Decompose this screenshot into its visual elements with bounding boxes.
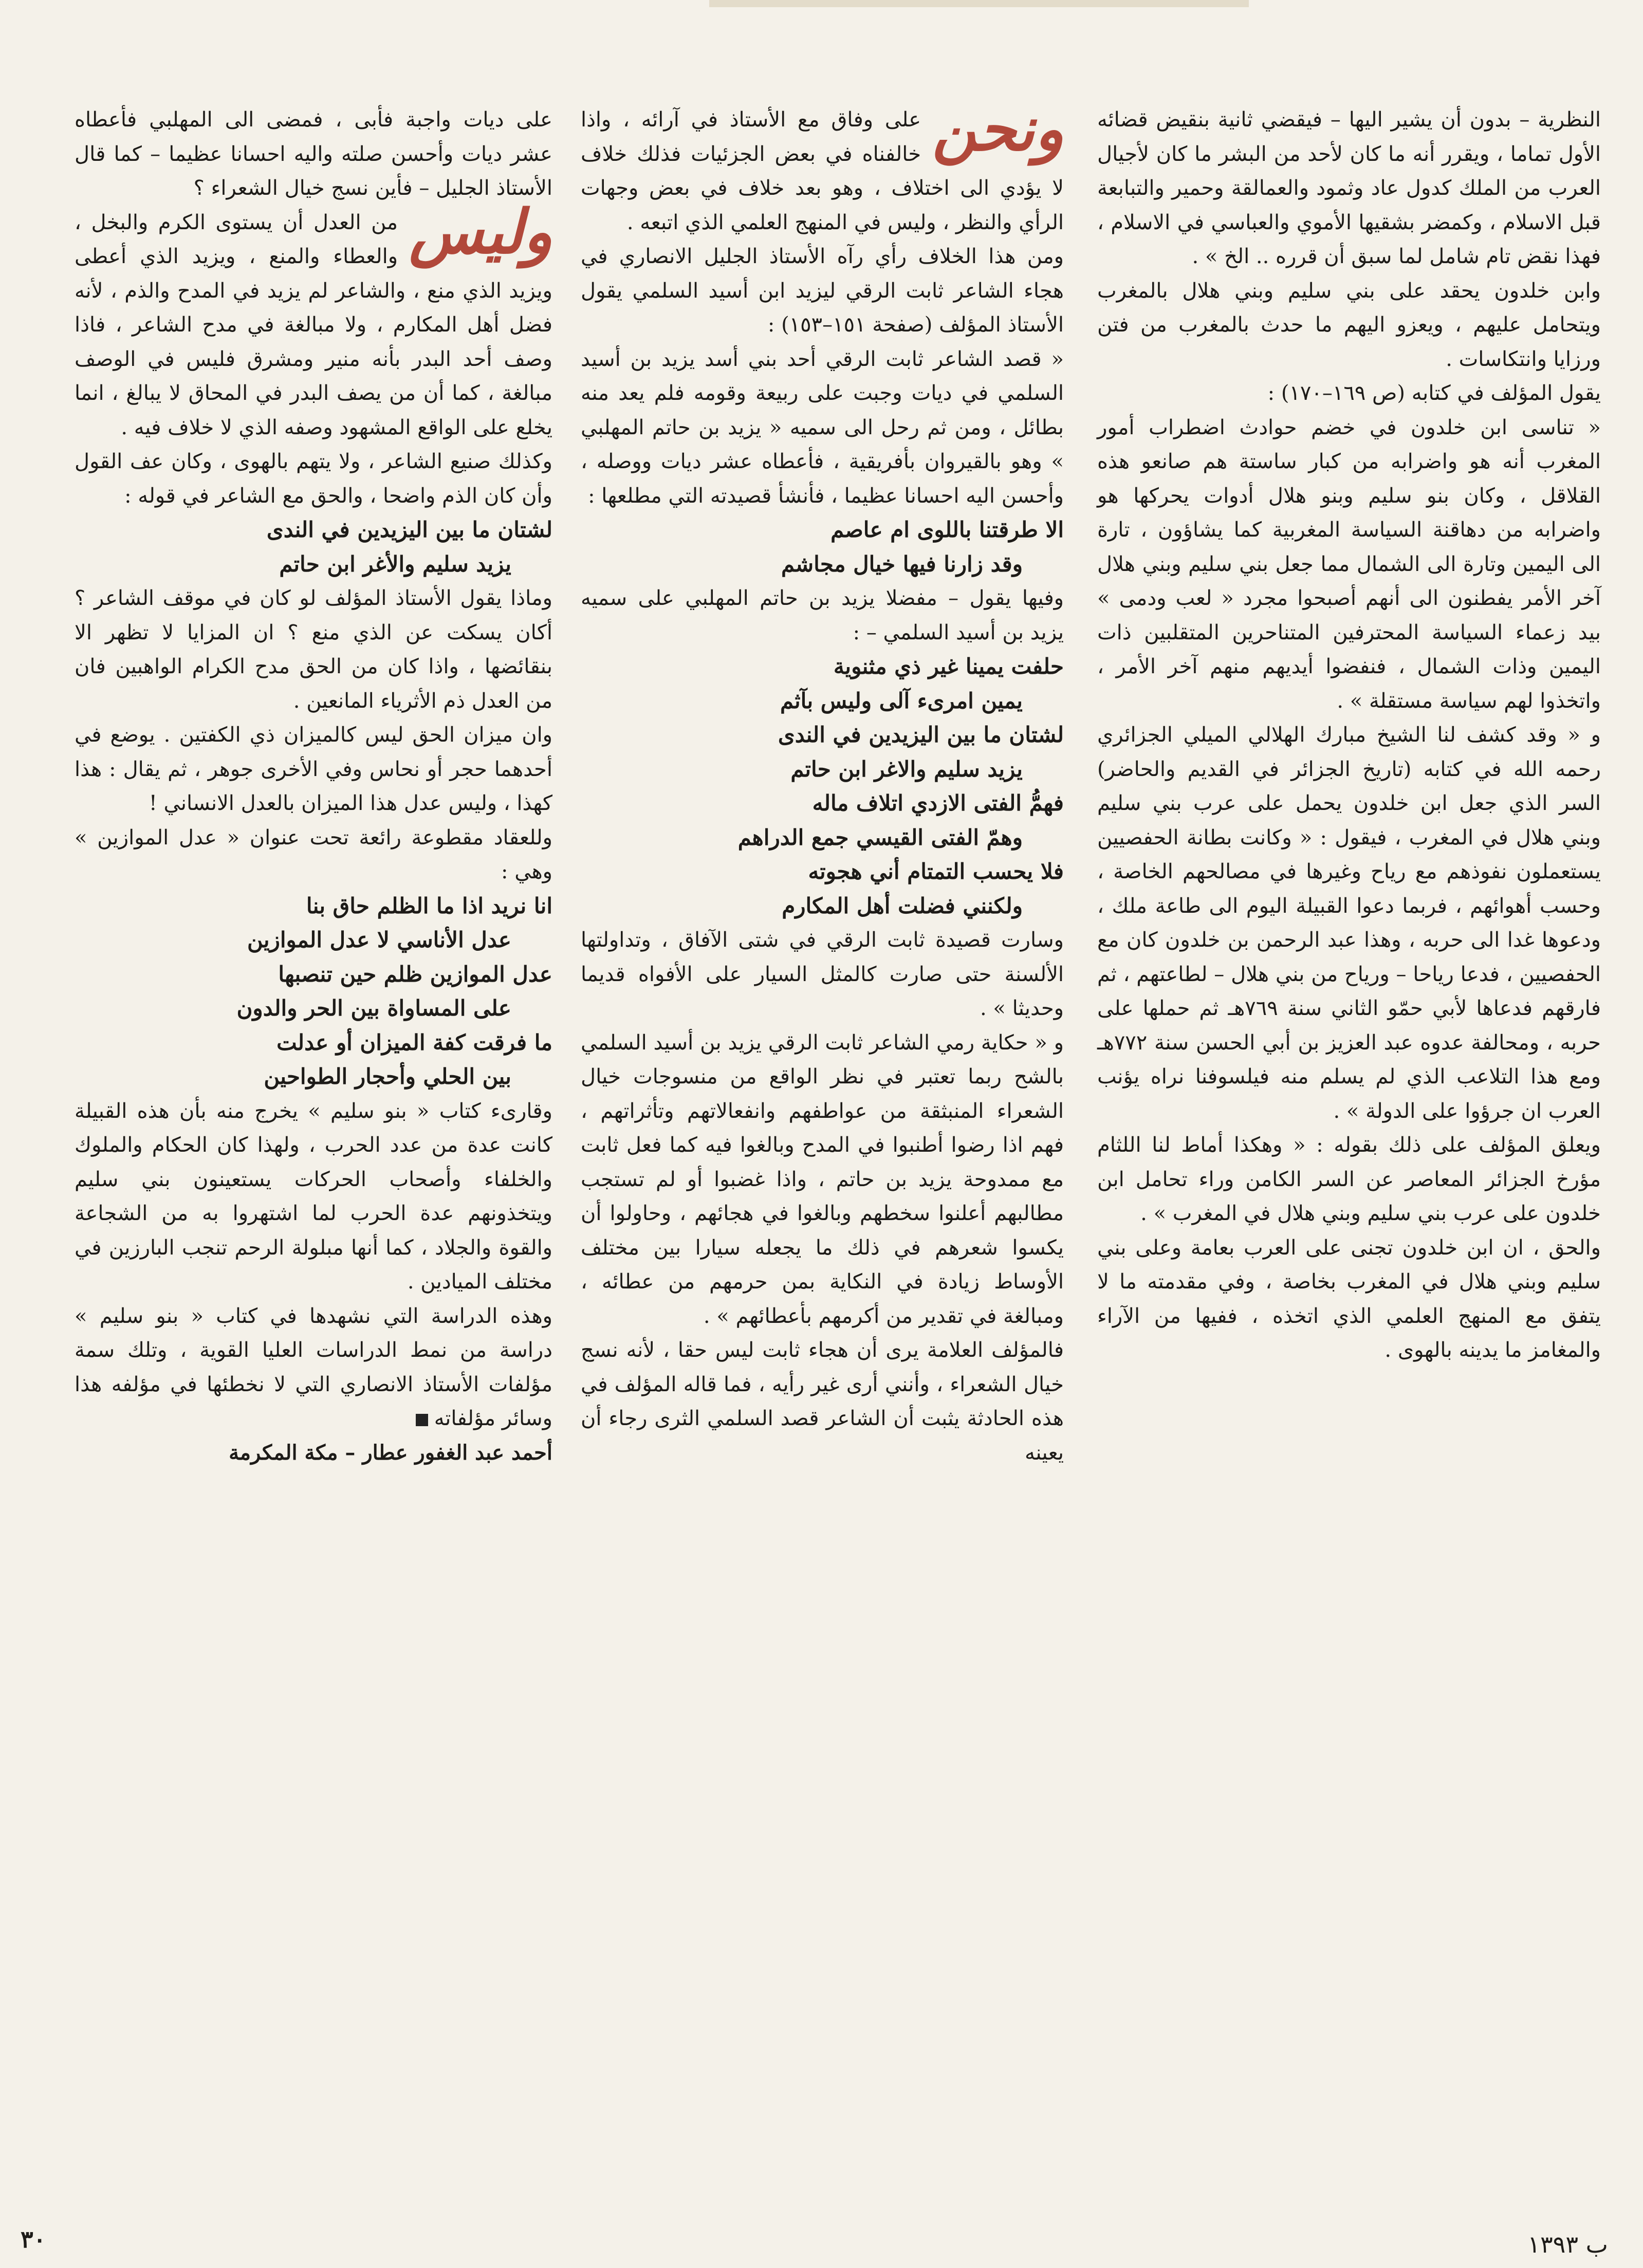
page-number: ٣٠	[21, 2225, 46, 2253]
poem-verse: بين الحلي وأحجار الطواحين	[264, 1064, 511, 1089]
paragraph: و « حكاية رمي الشاعر ثابت الرقي يزيد بن أسيد السلمي بالشح ربما تعتبر في نظر الواقع من منسوجات خيال الشعراء المنبثقة من عواطفهم وانفعالاتهم وتأثراتهم ، فهم اذا رضوا أطنبوا في المدح وبالغوا فيه كما فعل ثابت مع ممدوحة يزيد بن حاتم ، واذا غضبوا أو لم تستجب مطالبهم أعلنوا سخطهم وبالغوا في هجائهم ، وحاولوا أن يكسوا شعرهم في ذلك ما يجعله سيارا بين مختلف الأوساط زيادة في النكاية بمن حرمهم من عطائه ، ومبالغة في تقدير من أكرمهم بأعطائهم » .	[581, 1030, 1064, 1328]
paragraph: فالمؤلف العلامة يرى أن هجاء ثابت ليس حقا ، لأنه نسج خيال الشعراء ، وأنني أرى غير رأيه ، فما قاله المؤلف في هذه الحادثة يثبت أن الشاعر قصد السلمي الثرى رجاء أن يعينه	[581, 1338, 1064, 1465]
poem-verse: لشتان ما بين اليزيدين في الندى	[266, 517, 552, 542]
poem-verse: انا نريد اذا ما الظلم حاق بنا	[306, 893, 552, 918]
paragraph: « قصد الشاعر ثابت الرقي أحد بني أسد يزيد بن أسيد السلمي في ديات وجبت على ربيعة وقومه فلم يعد منه بطائل ، ومن ثم رحل الى سميه « يزيد بن حاتم المهلبي » وهو بالقيروان بأفريقية ، فأعطاه عشر ديات ووصله ، وأحسن اليه احسانا عظيما ، فأنشأ قصيدته التي مطلعها :	[581, 347, 1064, 508]
poem-verse: عدل الموازين ظلم حين تنصبها	[278, 961, 552, 987]
paragraph: ويعلق المؤلف على ذلك بقوله : « وهكذا أماط لنا اللثام مؤرخ الجزائر المعاصر عن السر الكامن وراء تحامل ابن خلدون على عرب بني سليم وبني هلال في المغرب » .	[1097, 1133, 1601, 1225]
paragraph: و « وقد كشف لنا الشيخ مبارك الهلالي الميلي الجزائري رحمه الله في كتابه (تاريخ الجزائر في القديم والحاضر) السر الذي جعل ابن خلدون يحمل على عرب بني سليم وبني هلال في المغرب ، فيقول : « وكانت بطانة الحفصيين يستعملون نفوذهم مع رياح وغيرها في مصالحهم الخاصة ، وحسب أهوائهم ، فربما دعوا القبيلة اليوم الى طاعة ملك ، ودعوها غدا الى حربه ، وهذا عبد الرحمن بن خلدون كان مع الحفصيين ، فدعا رياحا – ورياح من بني هلال – لطاعتهم ، ثم فارقهم فدعاها لأبي حمّو الثاني سنة ٧٦٩هـ ثم حملها على حربه ، ومحالفة عدوه عبد العزيز بن أبي الحسن سنة ٧٧٢هـ ومع هذا التلاعب الذي لم يسلم منه فيلسوفنا نراه يؤنب العرب ان جرؤوا على الدولة » .	[1097, 723, 1601, 1123]
end-of-article-square-icon	[416, 1414, 428, 1426]
poem-verse: يمين امرىء آلى وليس بآثم	[780, 688, 1023, 713]
poem-verse: وقد زارنا فيها خيال مجاشم	[781, 551, 1023, 577]
poem-verse: الا طرقتنا باللوى ام عاصم	[830, 517, 1064, 542]
paragraph: وللعقاد مقطوعة رائعة تحت عنوان « عدل الموازين » وهي :	[75, 825, 552, 883]
paragraph: يقول المؤلف في كتابه (ص ١٦٩–١٧٠) :	[1267, 381, 1601, 405]
paragraph: وماذا يقول الأستاذ المؤلف لو كان في موقف الشاعر ؟ أكان يسكت عن الذي منع ؟ ان المزايا لا تظهر الا بنقائضها ، واذا كان من الحق مدح الكرام الواهبين فان من العدل ذم الأثرياء المانعين .	[75, 586, 552, 713]
paragraph: « تناسى ابن خلدون في خضم حوادث اضطراب أمور المغرب أنه هو واضرابه من كبار ساستة هم صانعو هذه القلاقل ، وكان بنو سليم وبنو هلال أدوات يحركها هو واضرابه من دهاقنة السياسة المغربية كما يشاؤون ، تارة الى اليمين وتارة الى الشمال مما جعل بني سليم وبني هلال آخر الأمر يفطنون الى أنهم أصبحوا مجرد « لعب ودمى » بيد زعماء السياسة المحترفين المتناحرين المتقلبين ذات اليمين وذات الشمال ، فنفضوا أيديهم منهم آخر الأمر ، واتخذوا لهم سياسة مستقلة » .	[1097, 415, 1601, 713]
column-left	[75, 103, 552, 1470]
paragraph: وقارىء كتاب « بنو سليم » يخرج منه بأن هذه القبيلة كانت عدة من عدد الحرب ، ولهذا كان الحكام والملوك والخلفاء وأصحاب الحركات يستعينون بني سليم ويتخذونهم عدة الحرب لما اشتهروا به من الشجاعة والقوة والجلاد ، كما أنها مبلولة الرحم تنجب البارزين في مختلف الميادين .	[75, 1099, 553, 1294]
paragraph: وكذلك صنيع الشاعر ، ولا يتهم بالهوى ، وكان عف القول وأن كان الذم واضحا ، والحق مع الشاعر في قوله :	[75, 450, 552, 508]
paragraph: النظرية – بدون أن يشير اليها – فيقضي ثانية بنقيض قضائه الأول تماما ، ويقرر أنه ما كان لأحد من البشر ما كان لأجيال العرب من الملك كدول عاد وثمود والعمالقة وحمير والتبابعة قبل الاسلام ، وكمضر بشقيها الأموي والعباسي في الاسلام ، فهذا نقض تام شامل لما سبق أن قرره .. الخ » .	[1097, 108, 1601, 268]
poem-verse: وهمّ الفتى القيسي جمع الدراهم	[737, 824, 1023, 850]
paragraph-text: وهذه الدراسة التي نشهدها في كتاب « بنو سليم » دراسة من نمط الدراسات العليا القوية ، وتلك سمة مؤلفات الأستاذ الانصاري التي لا نخطئها في مؤلفه هذا وسائر مؤلفاته	[75, 1304, 552, 1430]
decorative-lead-word: وليس	[409, 195, 552, 267]
intro-paragraph: على وفاق مع الأستاذ في آرائه ، واذا خالفناه في بعض الجزئيات فذلك خلاف لا يؤدي الى اختلاف ، وهو بعد خلاف في بعض وجهات الرأي والنظر ، وليس في المنهج العلمي الذي اتبعه .	[581, 108, 1064, 234]
paragraph: وسارت قصيدة ثابت الرقي في شتى الآفاق ، وتداولتها الألسنة حتى صارت كالمثل السيار على الأفواه قديما وحديثا » .	[581, 928, 1064, 1020]
poem-verse: فهمُّ الفتى الازدي اتلاف ماله	[812, 790, 1064, 816]
column-right	[1097, 103, 1601, 1368]
poem-verse: حلفت يمينا غير ذي مثنوية	[833, 654, 1064, 679]
poem-verse: عدل الأناسي لا عدل الموازين	[247, 927, 511, 952]
author-signature: أحمد عبد الغفور عطار – مكة المكرمة	[229, 1440, 552, 1465]
column-middle	[581, 93, 1064, 1470]
poem-verse: لشتان ما بين اليزيدين في الندى	[778, 722, 1064, 747]
paragraph: وابن خلدون يحقد على بني سليم وبني هلال بالمغرب ويتحامل عليهم ، ويعزو اليهم ما حدث بالمغرب من فتن ورزايا وانتكاسات .	[1097, 279, 1601, 371]
paragraph: وان ميزان الحق ليس كالميزان ذي الكفتين . يوضع في أحدهما حجر أو نحاس وفي الأخرى جوهر ، ثم يقال : هذا كهذا ، وليس عدل هذا الميزان بالعدل الانساني !	[75, 723, 552, 815]
paragraph: وفيها يقول – مفضلا يزيد بن حاتم المهلبي على سميه يزيد بن أسيد السلمي – :	[581, 586, 1064, 644]
paragraph: والحق ، ان ابن خلدون تجنى على العرب بعامة وعلى بني سليم وبني هلال في المغرب بخاصة ، وفي مقدمته ما لا يتفق مع المنهج العلمي الذي اتخذه ، ففيها من الآراء والمغامز ما يدينه بالهوى .	[1097, 1236, 1601, 1362]
poem-verse: ولكنني فضلت أهل المكارم	[782, 893, 1023, 918]
decorative-lead-word: ونحن	[932, 93, 1064, 164]
poem-verse: يزيد سليم والأغر ابن حاتم	[279, 551, 511, 577]
poem-verse: يزيد سليم والاغر ابن حاتم	[790, 756, 1023, 782]
poem-verse: على المساواة بين الحر والدون	[236, 995, 511, 1021]
poem-verse: ما فرقت كفة الميزان أو عدلت	[276, 1029, 552, 1055]
issue-date: ب ١٣٩٣	[1527, 2230, 1608, 2258]
poem-verse: فلا يحسب التمتام أني هجوته	[808, 859, 1064, 884]
paragraph: من العدل أن يستوى الكرم والبخل ، والعطاء والمنع ، ويزيد الذي أعطى ويزيد الذي منع ، والشاعر لم يزيد في المدح والذم ، لأنه فضل أهل المكارم ، ولا مبالغة في مدح الشاعر ، فاذا وصف أحد البدر بأنه منير ومشرق فليس في الوصف مبالغة ، كما أن من يصف البدر في المحاق لا يبالغ ، انما يخلع على الواقع المشهود وصفه الذي لا خلاف فيه .	[75, 210, 552, 439]
paragraph-with-end-mark	[75, 1299, 552, 1436]
paragraph: على ديات واجبة فأبى ، فمضى الى المهلبي فأعطاه عشر ديات وأحسن صلته واليه احسانا عظيما – كما قال الأستاذ الجليل – فأين نسج خيال الشعراء ؟	[75, 108, 552, 200]
paragraph: ومن هذا الخلاف رأي رآه الأستاذ الجليل الانصاري في هجاء الشاعر ثابت الرقي ليزيد ابن أسيد السلمي يقول الأستاذ المؤلف (صفحة ١٥١–١٥٣) :	[581, 245, 1064, 337]
top-decorative-bar	[709, 0, 1249, 7]
